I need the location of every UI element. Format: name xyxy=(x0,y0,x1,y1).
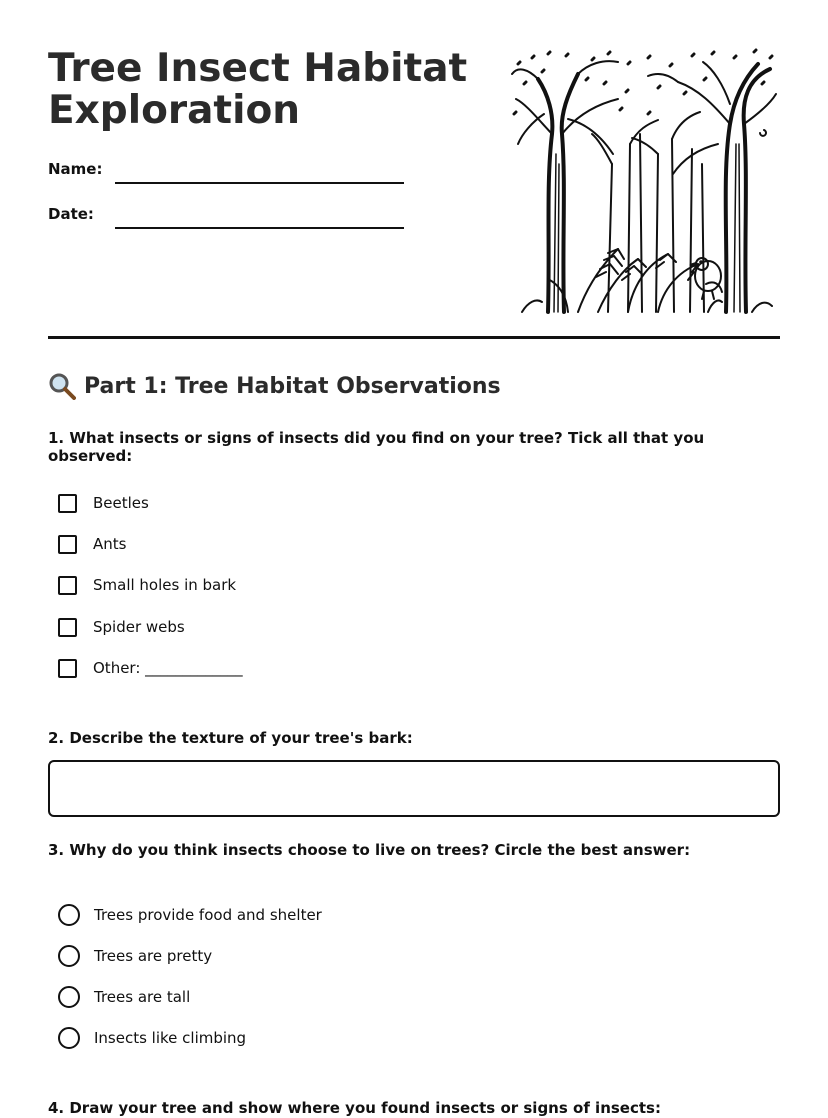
question-3: 3. Why do you think insects choose to live on trees? Circle the best answer: xyxy=(48,841,691,859)
option-climbing[interactable] xyxy=(58,1027,246,1049)
question-1: 1. What insects or signs of insects did you find on your tree? Tick all that you observed: xyxy=(48,429,705,465)
option-label: Other: _____________ xyxy=(93,659,243,677)
option-label: Trees are pretty xyxy=(94,947,213,965)
question-4: 4. Draw your tree and show where you found insects or signs of insects: xyxy=(48,1099,661,1117)
checkbox[interactable] xyxy=(58,618,77,637)
option-label: Trees are tall xyxy=(94,988,191,1006)
option-beetles[interactable] xyxy=(58,492,149,514)
option-small-holes[interactable] xyxy=(58,574,236,596)
option-label: Small holes in bark xyxy=(93,576,237,594)
option-tall[interactable] xyxy=(58,986,190,1008)
option-label: Spider webs xyxy=(93,618,185,636)
magnifying-glass-icon xyxy=(48,372,76,400)
radio-circle[interactable] xyxy=(58,1027,80,1049)
date-label: Date: xyxy=(48,205,94,223)
page-title: Tree Insect Habitat Exploration xyxy=(48,46,468,133)
part1-heading xyxy=(48,372,501,400)
checkbox[interactable] xyxy=(58,659,77,678)
checkbox[interactable] xyxy=(58,535,77,554)
part1-heading-text: Part 1: Tree Habitat Observations xyxy=(84,373,501,399)
option-ants[interactable] xyxy=(58,533,126,555)
section-divider xyxy=(48,336,780,339)
bark-texture-answer-box[interactable] xyxy=(48,760,780,817)
name-line[interactable] xyxy=(115,182,404,184)
checkbox[interactable] xyxy=(58,494,77,513)
question-2: 2. Describe the texture of your tree's bark: xyxy=(48,729,413,747)
radio-circle[interactable] xyxy=(58,986,80,1008)
date-field[interactable] xyxy=(48,205,408,229)
forest-illustration-icon xyxy=(508,44,780,316)
radio-circle[interactable] xyxy=(58,945,80,967)
option-label: Ants xyxy=(93,535,127,553)
option-label: Beetles xyxy=(93,494,149,512)
checkbox[interactable] xyxy=(58,576,77,595)
option-other[interactable] xyxy=(58,657,243,679)
option-label: Trees provide food and shelter xyxy=(94,906,322,924)
option-spider-webs[interactable] xyxy=(58,616,185,638)
option-label: Insects like climbing xyxy=(94,1029,247,1047)
name-field[interactable] xyxy=(48,160,408,184)
option-pretty[interactable] xyxy=(58,945,212,967)
date-line[interactable] xyxy=(115,227,404,229)
radio-circle[interactable] xyxy=(58,904,80,926)
name-label: Name: xyxy=(48,160,103,178)
option-food-shelter[interactable] xyxy=(58,904,322,926)
